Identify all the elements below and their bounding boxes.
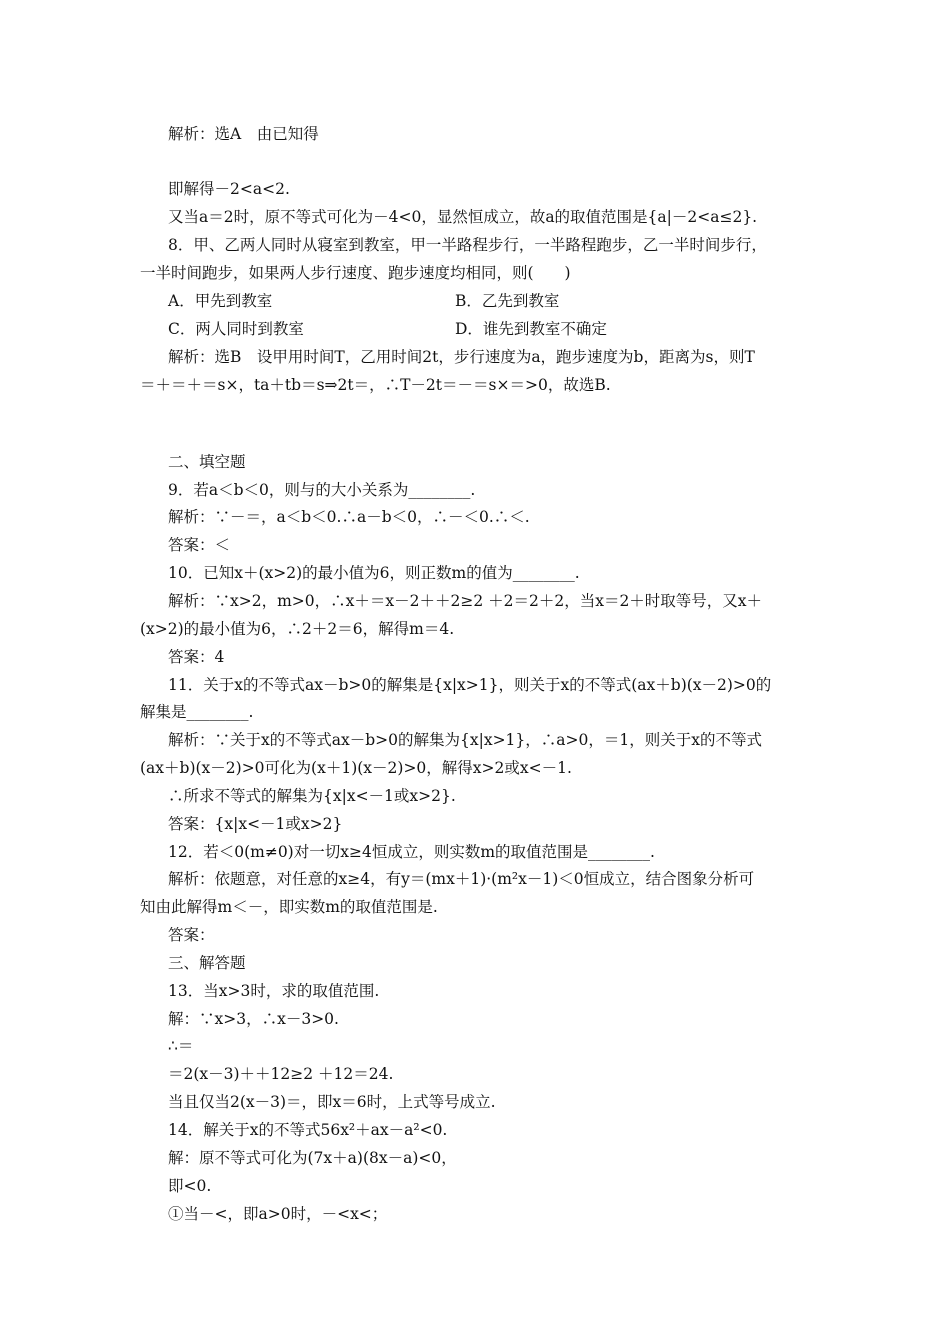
- solution-q13-conclusion: 当且仅当2(x－3)＝，即x＝6时，上式等号成立.: [168, 1093, 496, 1111]
- analysis-line: 又当a＝2时，原不等式可化为－4<0，显然恒成立，故a的取值范围是{a|－2<a≤2}.: [168, 208, 758, 226]
- question-14: 14．解关于x的不等式56x²＋ax－a²<0.: [168, 1121, 448, 1139]
- analysis-line-q7: 解析：选A 由已知得: [168, 125, 319, 143]
- solution-q14-case1: ①当－<，即a>0时，－<x<；: [168, 1205, 388, 1223]
- section-heading-solve: 三、解答题: [168, 954, 246, 972]
- question-8-cont: 一半时间跑步，如果两人步行速度、跑步速度均相同，则( ): [140, 264, 571, 282]
- answer-q9: 答案：＜: [168, 536, 231, 554]
- analysis-q11: 解析：∵关于x的不等式ax－b>0的解集为{x|x>1}，∴a>0，＝1，则关于x的不等式: [168, 731, 762, 749]
- analysis-q11-result: ∴所求不等式的解集为{x|x<－1或x>2}.: [168, 787, 456, 805]
- section-heading-fill: 二、填空题: [168, 453, 246, 471]
- analysis-q8-cont: ＝＋＝＋＝s×，ta＋tb＝s⇒2t＝，∴T－2t＝－＝s×＝>0，故选B.: [140, 376, 611, 394]
- analysis-q11-cont: (ax＋b)(x－2)>0可化为(x＋1)(x－2)>0，解得x>2或x<－1.: [140, 759, 572, 777]
- analysis-line: 即解得－2<a<2.: [168, 180, 290, 198]
- option-a: A．甲先到教室: [168, 292, 273, 310]
- analysis-q12: 解析：依题意，对任意的x≥4，有y＝(mx＋1)·(m²x－1)＜0恒成立，结合图象分析可: [168, 870, 755, 888]
- analysis-q10-cont: (x>2)的最小值为6，∴2＋2＝6，解得m＝4.: [140, 620, 455, 638]
- solution-q14-step: 即<0.: [168, 1177, 212, 1195]
- analysis-q9: 解析：∵－＝，a＜b＜0.∴a－b＜0，∴－＜0.∴＜.: [168, 508, 530, 526]
- answer-q10: 答案：4: [168, 648, 225, 666]
- solution-q13: 解：∵x>3，∴x－3>0.: [168, 1010, 339, 1028]
- analysis-q8: 解析：选B 设甲用时间T，乙用时间2t，步行速度为a，跑步速度为b，距离为s，则T: [168, 348, 755, 366]
- analysis-q12-cont: 知由此解得m＜－，即实数m的取值范围是.: [140, 898, 438, 916]
- option-c: C．两人同时到教室: [168, 320, 304, 338]
- question-11-cont: 解集是________.: [140, 703, 254, 721]
- analysis-q10: 解析：∵x>2，m>0，∴x＋＝x－2＋＋2≥2 ＋2＝2＋2，当x＝2＋时取等号，又x＋: [168, 592, 763, 610]
- answer-q12: 答案：: [168, 926, 215, 944]
- answer-q11: 答案：{x|x<－1或x>2}: [168, 815, 343, 833]
- option-d: D．谁先到教室不确定: [455, 320, 607, 338]
- solution-q13-step: ＝2(x－3)＋＋12≥2 ＋12＝24.: [168, 1065, 394, 1083]
- question-9: 9．若a＜b＜0，则与的大小关系为________.: [168, 481, 476, 499]
- question-8: 8．甲、乙两人同时从寝室到教室，甲一半路程步行，一半路程跑步，乙一半时间步行，: [168, 236, 767, 254]
- question-10: 10．已知x＋(x>2)的最小值为6，则正数m的值为________.: [168, 564, 580, 582]
- solution-q13-step: ∴＝: [168, 1037, 194, 1055]
- option-b: B．乙先到教室: [455, 292, 560, 310]
- question-13: 13．当x>3时，求的取值范围.: [168, 982, 380, 1000]
- solution-q14: 解：原不等式可化为(7x＋a)(8x－a)<0，: [168, 1149, 457, 1167]
- question-11: 11．关于x的不等式ax－b>0的解集是{x|x>1}，则关于x的不等式(ax＋b)(x－2)>0的: [168, 676, 772, 694]
- question-12: 12．若＜0(m≠0)对一切x≥4恒成立，则实数m的取值范围是________.: [168, 843, 655, 861]
